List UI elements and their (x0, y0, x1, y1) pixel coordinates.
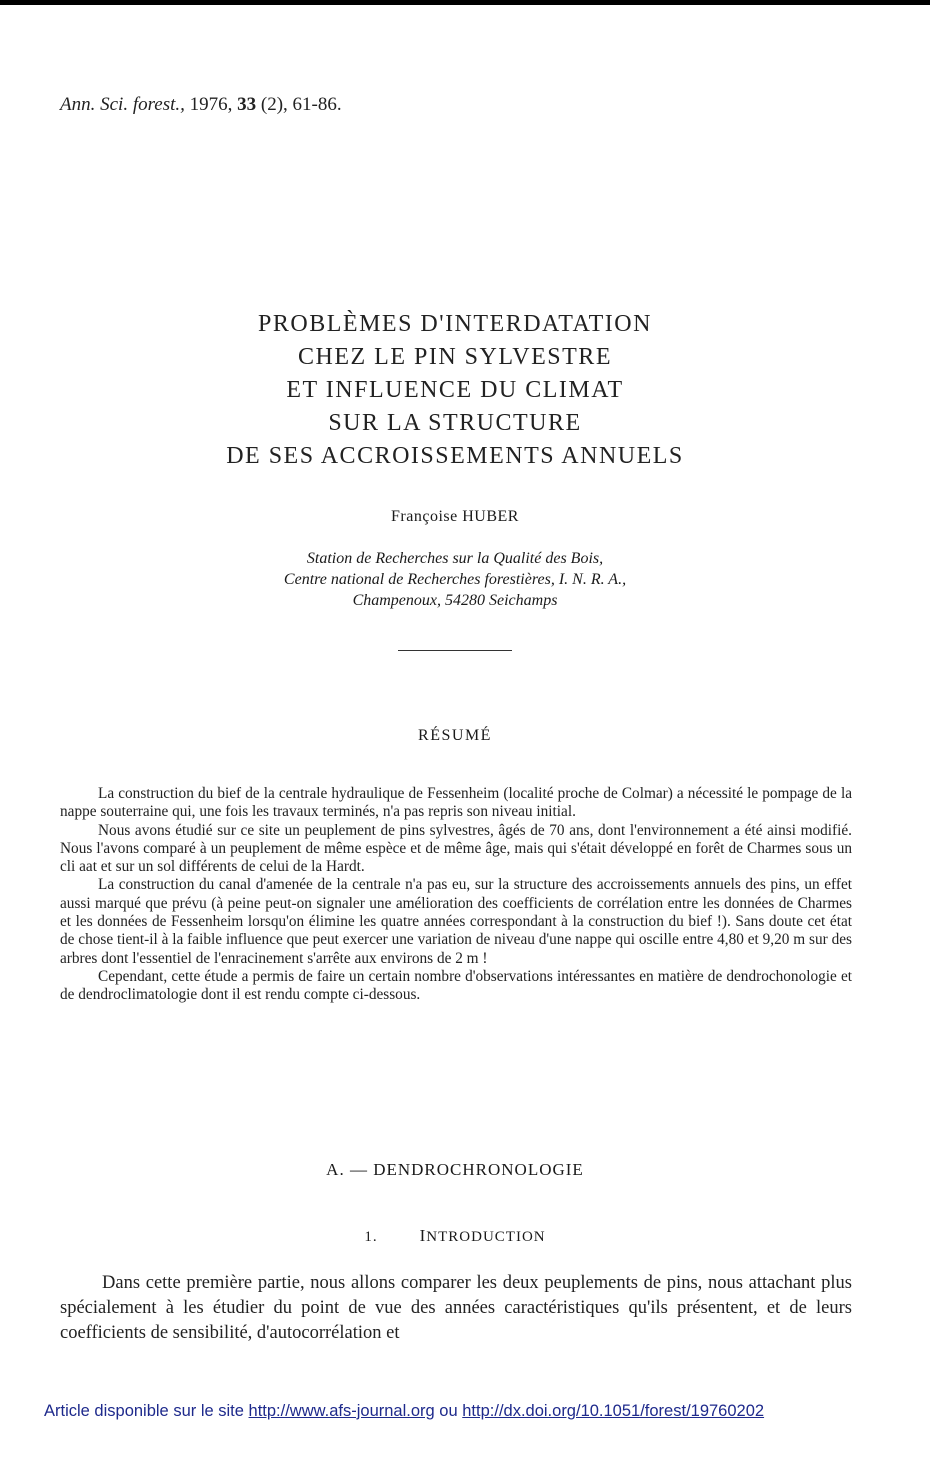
affiliation (0, 548, 910, 611)
top-border (0, 0, 930, 5)
divider-rule (398, 650, 512, 651)
abstract-paragraph: La construction du bief de la centrale hydraulique de Fessenheim (localité proche de Colmar) a nécessité le pompage de la nappe souterraine qui, une fois les travaux terminés, n'a pas repris son niveau initial. (60, 785, 852, 821)
doi-link[interactable]: http://dx.doi.org/10.1051/forest/19760202 (462, 1402, 765, 1420)
journal-citation (60, 94, 342, 116)
abstract-paragraph: Nous avons étudié sur ce site un peuplement de pins sylvestres, âgés de 70 ans, dont l'environnement a été ainsi modifié. Nous l'avons comparé à un peuplement de même espèce et de même âge, mais qui s'était développé en forêt de Charmes sous un cli aat et sur un sol différents de celui de la Hardt. (60, 821, 852, 876)
journal-name: Ann. Sci. forest., (60, 94, 185, 115)
author-name: Françoise HUBER (391, 508, 519, 525)
resume-heading: RÉSUMÉ (418, 727, 492, 744)
citation-year: 1976, (189, 94, 233, 115)
affiliation-line: Centre national de Recherches forestières, I. N. R. A., (283, 571, 627, 588)
subsection-initial: I (419, 1226, 427, 1245)
title-line: SUR LA STRUCTURE (328, 410, 582, 436)
abstract-paragraph: La construction du canal d'amenée de la centrale n'a pas eu, sur la structure des accroissements annuels des pins, un effet aussi marqué que prévu (à peine peut-on signaler une amélioration des coefficients de corrélation entre les données de Charmes et les données de Fessenheim lorsqu'on élimine les quatre années correspondant à la construction du bief !). Sans doute cet état de chose tient-il à la faible influence que peut exercer une variation de niveau d'une nappe qui oscille entre 4,80 et 9,20 m sur des arbres dont l'essentiel de l'enracinement s'arrête aux environs de 2 m ! (60, 876, 852, 967)
title-line: PROBLÈMES D'INTERDATATION (258, 311, 652, 337)
article-title (0, 308, 910, 473)
footer-prefix: Article disponible sur le site (44, 1402, 244, 1420)
availability-footer (44, 1402, 764, 1421)
subsection-number: 1. (364, 1229, 378, 1245)
affiliation-line: Station de Recherches sur la Qualité des Bois, (306, 550, 604, 567)
citation-volume: 33 (237, 94, 257, 115)
title-line: ET INFLUENCE DU CLIMAT (286, 377, 624, 403)
abstract-paragraph: Cependant, cette étude a permis de faire un certain nombre d'observations intéressantes en matière de dendrochonologie et de dendroclimatologie dont il est rendu compte ci-dessous. (60, 967, 852, 1004)
subsection-heading (0, 1226, 910, 1246)
body-text (60, 1271, 852, 1346)
citation-issue-pages: (2), 61-86. (260, 94, 342, 115)
subsection-title-rest: NTRODUCTION (426, 1229, 546, 1245)
journal-site-link[interactable]: http://www.afs-journal.org (248, 1402, 435, 1420)
title-line: CHEZ LE PIN SYLVESTRE (298, 344, 612, 370)
body-paragraph: Dans cette première partie, nous allons comparer les deux peuplements de pins, nous attachant plus spécialement à les étudier du point de vue des années caractéristiques qu'ils présentent, et de leurs coefficients de sensibilité, d'autocorrélation et (60, 1273, 852, 1343)
affiliation-line: Champenoux, 54280 Seichamps (352, 592, 558, 609)
section-heading-a: A. — DENDROCHRONOLOGIE (326, 1160, 584, 1179)
footer-middle: ou (439, 1402, 458, 1420)
abstract (60, 785, 852, 1005)
title-line: DE SES ACCROISSEMENTS ANNUELS (226, 443, 684, 469)
